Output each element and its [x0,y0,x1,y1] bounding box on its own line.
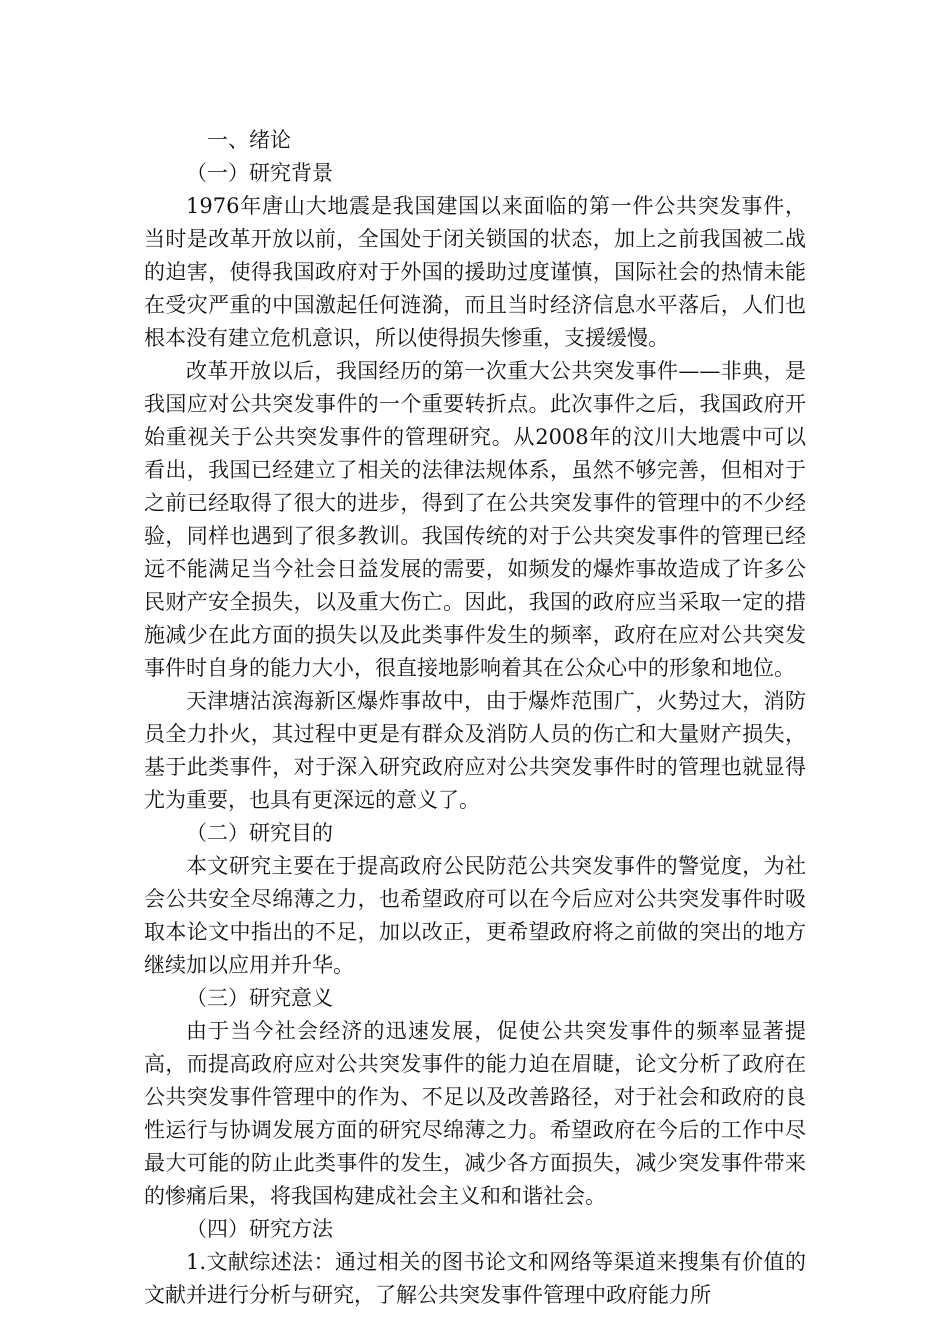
background-paragraph-3: 天津塘沽滨海新区爆炸事故中，由于爆炸范围广，火势过大，消防员全力扑火，其过程中更是有群众及消防人员的伤亡和大量财产损失，基于此类事件，对于深入研究政府应对公共突发事件时的管理也就显得尤为重要，也具有更深远的意义了。 [144,689,806,812]
significance-paragraph: 由于当今社会经济的迅速发展，促使公共突发事件的频率显著提高，而提高政府应对公共突发事件的能力迫在眉睫，论文分析了政府在公共突发事件管理中的作为、不足以及改善路径，对于社会和政府的良性运行与协调发展方面的研究尽绵薄之力。希望政府在今后的工作中尽最大可能的防止此类事件的发生，减少各方面损失，减少突发事件带来的惨痛后果，将我国构建成社会主义和和谐社会。 [144,1019,806,1208]
purpose-heading: （二）研究目的 [186,821,333,845]
background-paragraph-2: 改革开放以后，我国经历的第一次重大公共突发事件——非典，是我国应对公共突发事件的一个重要转折点。此次事件之后，我国政府开始重视关于公共突发事件的管理研究。从2008年的汶川大地震中可以看出，我国已经建立了相关的法律法规体系，虽然不够完善，但相对于之前已经取得了很大的进步，得到了在公共突发事件的管理中的不少经验，同样也遇到了很多教训。我国传统的对于公共突发事件的管理已经远不能满足当今社会日益发展的需要，如频发的爆炸事故造成了许多公民财产安全损失，以及重大伤亡。因此，我国的政府应当采取一定的措施减少在此方面的损失以及此类事件发生的频率，政府在应对公共突发事件时自身的能力大小，很直接地影响着其在公众心中的形象和地位。 [144,359,806,680]
section-title: 一、绪论 [207,128,291,152]
background-paragraph-1: 1976年唐山大地震是我国建国以来面临的第一件公共突发事件，当时是改革开放以前，全国处于闭关锁国的状态，加上之前我国被二战的迫害，使得我国政府对于外国的援助过度谨慎，国际社会的热情未能在受灾严重的中国激起任何涟漪，而且当时经济信息水平落后，人们也根本没有建立危机意识，所以使得损失惨重，支援缓慢。 [144,194,806,350]
purpose-paragraph: 本文研究主要在于提高政府公民防范公共突发事件的警觉度，为社会公共安全尽绵薄之力，也希望政府可以在今后应对公共突发事件时吸取本论文中指出的不足，加以改正，更希望政府将之前做的突出的地方继续加以应用并升华。 [144,854,806,977]
document-body [144,124,806,1312]
methods-paragraph: 1.文献综述法：通过相关的图书论文和网络等渠道来搜集有价值的文献并进行分析与研究，了解公共突发事件管理中政府能力所 [144,1250,806,1307]
background-heading: （一）研究背景 [186,161,333,185]
methods-heading: （四）研究方法 [186,1217,333,1241]
significance-heading: （三）研究意义 [186,986,333,1010]
